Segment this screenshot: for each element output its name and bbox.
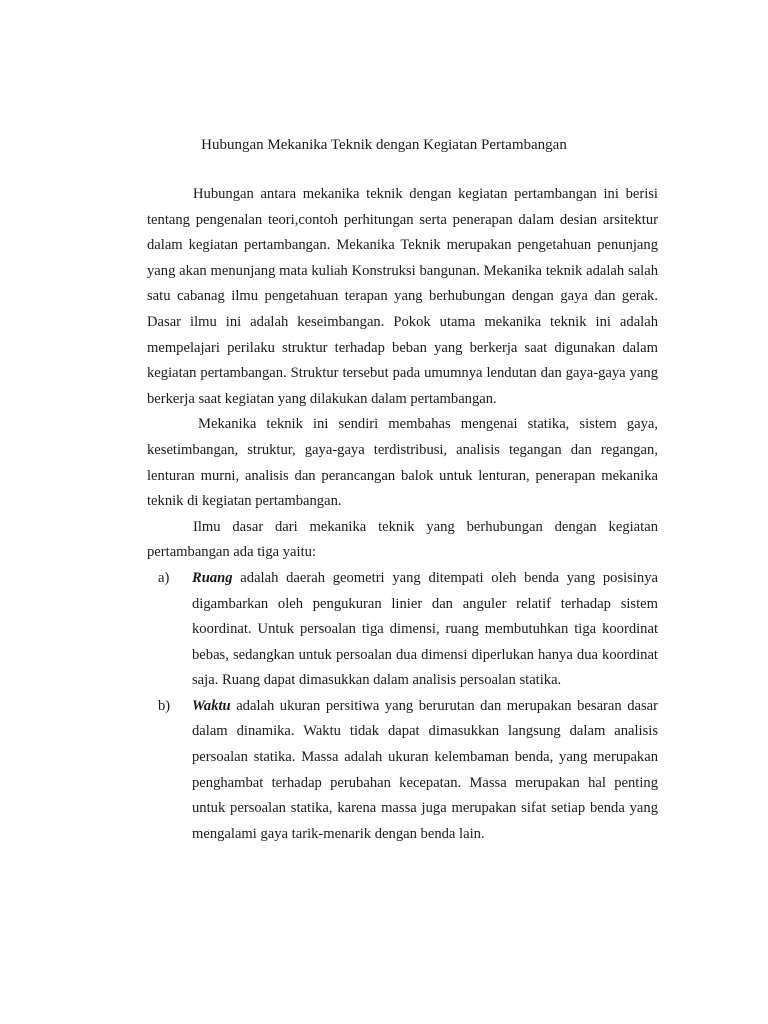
list-term: Ruang bbox=[192, 569, 233, 586]
document-title: Hubungan Mekanika Teknik dengan Kegiatan Pertambangan bbox=[201, 137, 567, 153]
list-text: adalah ukuran persitiwa yang berurutan dan merupakan besaran dasar dalam dinamika. Waktu tidak dapat dimasukkan langsung dalam analisis persoalan statika. Massa adalah ukuran kelembaman benda, yang merupakan penghambat terhadap perubahan kecepatan. Massa merupakan hal penting untuk persoalan statika, karena massa juga merupakan sifat setiap benda yang mengalami gaya tarik-menarik dengan benda lain. bbox=[192, 697, 658, 842]
paragraph-scope: Mekanika teknik ini sendiri membahas mengenai statika, sistem gaya, kesetimbangan, struktur, gaya-gaya terdistribusi, analisis tegangan dan regangan, lenturan murni, analisis dan perancangan balok untuk lenturan, penerapan mekanika teknik di kegiatan pertambangan. bbox=[147, 416, 658, 510]
list-term: Waktu bbox=[192, 697, 231, 714]
list-marker: b) bbox=[158, 697, 171, 714]
paragraph-basics: Ilmu dasar dari mekanika teknik yang berhubungan dengan kegiatan pertambangan ada tiga yaitu: bbox=[147, 518, 658, 561]
list-text: adalah daerah geometri yang ditempati oleh benda yang posisinya digambarkan oleh pengukuran linier dan anguler relatif terhadap sistem koordinat. Untuk persoalan tiga dimensi, ruang membutuhkan tiga koordinat bebas, sedangkan untuk persoalan dua dimensi diperlukan hanya dua koordinat saja. Ruang dapat dimasukkan dalam analisis persoalan statika. bbox=[192, 569, 658, 689]
list-marker: a) bbox=[158, 569, 170, 586]
list-item-ruang bbox=[147, 566, 658, 694]
list-item-waktu bbox=[147, 694, 658, 848]
document-body bbox=[147, 182, 658, 847]
paragraph-intro: Hubungan antara mekanika teknik dengan kegiatan pertambangan ini berisi tentang pengenalan teori,contoh perhitungan serta penerapan dalam desian arsitektur dalam kegiatan pertambangan. Mekanika Teknik merupakan pengetahuan penunjang yang akan menunjang mata kuliah Konstruksi bangunan. Mekanika teknik adalah salah satu cabanag ilmu pengetahuan terapan yang berhubungan dengan gaya dan gerak. Dasar ilmu ini adalah keseimbangan. Pokok utama mekanika teknik ini adalah mempelajari perilaku struktur terhadap beban yang berkerja saat digunakan dalam kegiatan pertambangan. Struktur tersebut pada umumnya lendutan dan gaya-gaya yang berkerja saat kegiatan yang dilakukan dalam pertambangan. bbox=[147, 186, 658, 407]
